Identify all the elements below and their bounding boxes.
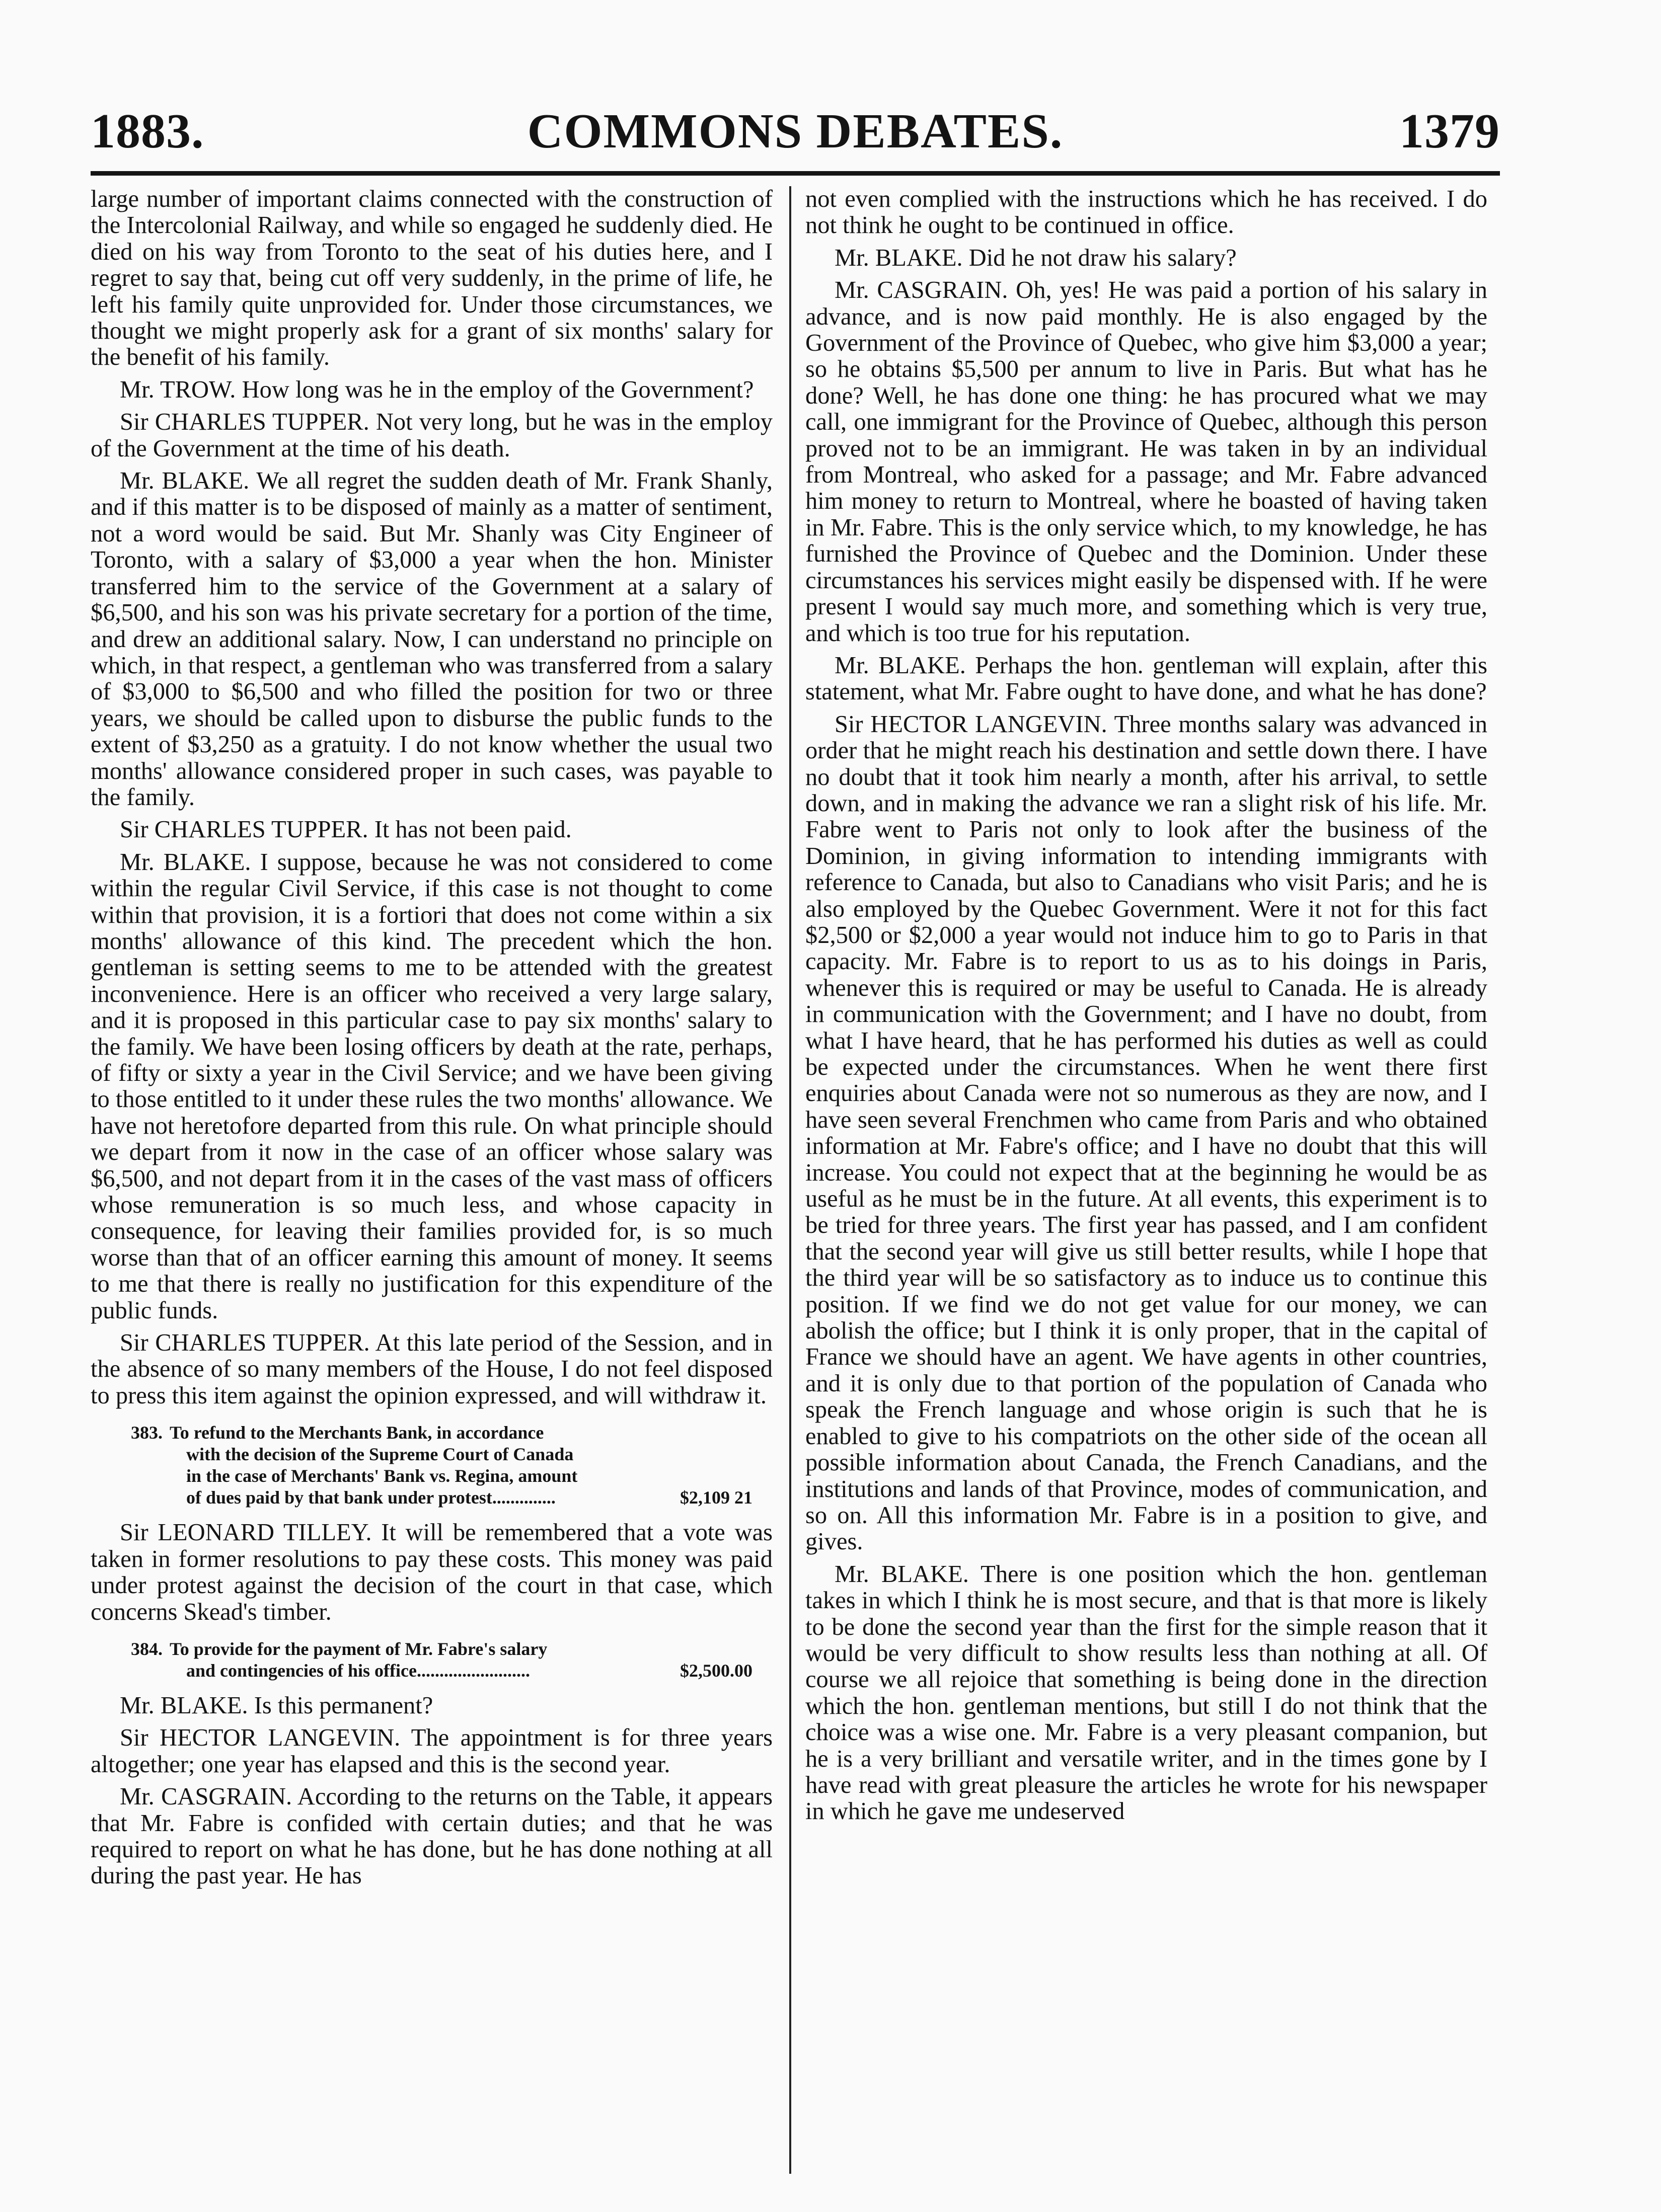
speech-text: It has not been paid. (368, 816, 572, 843)
speech-text: Is this permanent? (248, 1692, 433, 1719)
speech-paragraph (805, 1561, 1487, 1825)
speech-paragraph (91, 377, 773, 403)
speaker-name: Mr. BLAKE. (835, 1560, 969, 1588)
speaker-name: Sir CHARLES TUPPER. (120, 816, 368, 843)
speaker-name: Sir CHARLES TUPPER. (120, 1329, 370, 1357)
speaker-name: Mr. CASGRAIN. (835, 277, 1008, 304)
item-line-last (131, 1487, 752, 1509)
item-line: with the decision of the Supreme Court of Canada (186, 1444, 574, 1465)
speech-text: At this late period of the Session, and in the absence of so many members of the House, I do not feel disposed to press this item against the opinion expressed, and will withdraw it. (91, 1329, 773, 1409)
speech-paragraph (91, 817, 773, 843)
speech-paragraph (91, 468, 773, 811)
speech-text: Oh, yes! He was paid a portion of his salary in advance, and is now paid monthly. He is also engaged by the Government of the Province of Quebec, who give him $3,000 a year; so he obtains $5,500 per annum to live in Paris. But what has he done? Well, he has done one thing: he has procured what we may call, one immigrant for the Province of Quebec, although this person proved not to be an immigrant. He was taken in by an individual from Montreal, who asked for a passage; and Mr. Fabre advanced him money to return to Montreal, where he boasted of having taken in Mr. Fabre. This is the only service which, to my knowledge, he has furnished the Province of Quebec and the Dominion. Under these circumstances his services might easily be dispensed with. If he were present I would say much more, and something which is very true, and which is too true for his reputation. (805, 277, 1487, 647)
supply-item (131, 1422, 752, 1509)
speech-paragraph (805, 653, 1487, 705)
speech-paragraph (91, 1725, 773, 1778)
speaker-name: Mr. BLAKE. (120, 1692, 248, 1719)
left-column (91, 186, 773, 2184)
speech-text: Three months salary was advanced in order that he might reach his destination and settle down there. I have no doubt that it took him nearly a month, after his arrival, to settle down, and in making the advance we ran a slight risk of his life. Mr. Fabre went to Paris not only to look after the business of the Dominion, in giving information to intending immigrants with reference to Canada, but also to Canadians who visit Paris; and he is also employed by the Quebec Government. Were it not for this fact $2,500 or $2,000 a year would not induce him to go to Paris in that capacity. Mr. Fabre is to report to us as to his doings in Paris, whenever this is required or may be useful to Canada. He is already in communication with the Government; and I have no doubt, from what I have heard, that he has performed his duties as well as could be expected under the circumstances. When he went there first enquiries about Canada were not so numerous as they are now, and I have seen several Frenchmen who came from Paris and who obtained information at Mr. Fabre's office; and I have no doubt that this will increase. You could not expect that at the beginning he would be as useful as he must be in the future. At all events, this experiment is to be tried for three years. The first year has passed, and I am confident that the second year will give us still better results, while I hope that the third year will be so satisfactory as to induce us to continue this position. If we find we do not get value for our money, we can abolish the office; but I think it is only proper, that in the capital of France we should have an agent. We have agents in other countries, and it is only due to that portion of the population of Canada who speak the French language and whose origin is such that he is enabled to give to his compatriots on the other side of the ocean all possible information about Canada, the French Canadians, and the institutions and lands of that Province, modes of communication, and so on. All this information Mr. Fabre is in a position to give, and gives. (805, 710, 1487, 1555)
speech-text: It will be remembered that a vote was taken in former resolutions to pay these costs. This money was paid under protest against the decision of the court in that case, which concerns Skead's timber. (91, 1519, 773, 1625)
speaker-name: Sir LEONARD TILLEY. (120, 1519, 372, 1546)
speech-paragraph (91, 1784, 773, 1889)
item-text: To provide for the payment of Mr. Fabre's salary (170, 1638, 548, 1659)
item-text: and contingencies of his office......................... (186, 1660, 530, 1681)
header-rule (91, 171, 1500, 176)
speaker-name: Mr. TROW. (120, 376, 236, 403)
speech-text: Did he not draw his salary? (962, 244, 1237, 271)
header-page-number: 1379 (1399, 104, 1500, 159)
item-line: in the case of Merchants' Bank vs. Regina, amount (186, 1466, 578, 1486)
speech-paragraph (91, 1520, 773, 1625)
speaker-name: Mr. BLAKE. (120, 848, 251, 876)
speech-text: There is one position which the hon. gentleman takes in which I think he is most secure, and that is that more is likely to be done the second year than the first for the simple reason that it would be very difficult to show results less than nothing at all. Of course we all rejoice that something is being done in the direction which the hon. gentleman mentions, but still I do not think that the choice was a wise one. Mr. Fabre is a very pleasant companion, but he is a very brilliant and versatile writer, and in the times gone by I have read with great pleasure the articles he wrote for his newspaper in which he gave me undeserved (805, 1560, 1487, 1825)
item-amount: $2,109 21 (680, 1487, 752, 1508)
item-line (131, 1423, 544, 1443)
item-line-last (131, 1660, 752, 1682)
right-column (805, 186, 1487, 2184)
speech-text: The appointment is for three years altogether; one year has elapsed and this is the second year. (91, 1724, 773, 1778)
item-line (131, 1639, 547, 1659)
speech-paragraph (805, 277, 1487, 647)
item-amount: $2,500.00 (680, 1660, 752, 1681)
speaker-name: Mr. BLAKE. (835, 244, 963, 271)
speech-text: I suppose, because he was not considered to come within the regular Civil Service, if this case is not thought to come within that provision, it is a fortiori that does not come within a six months' allowance of this kind. The precedent which the hon. gentleman is setting seems to me to be attended with the greatest inconvenience. Here is an officer who received a very large salary, and it is proposed in this particular case to pay six months' salary to the family. We have been losing officers by death at the rate, perhaps, of fifty or sixty a year in the Civil Service; and we have been giving to those entitled to it under these rules the two months' allowance. We have not heretofore departed from this rule. On what principle should we depart from it now in the case of an officer whose salary was $6,500, and not depart from it in the cases of the vast mass of officers whose remuneration is so much less, and whose capacity in consequence, for leaving their families provided for, is so much worse than that of an officer earning this amount of money. It seems to me that there is really no justification for this expenditure of the public funds. (91, 848, 773, 1324)
speech-text: We all regret the sudden death of Mr. Frank Shanly, and if this matter is to be disposed of mainly as a matter of sentiment, not a word would be said. But Mr. Shanly was City Engineer of Toronto, with a salary of $3,000 a year when the hon. Minister transferred him to the service of the Government at a salary of $6,500, and his son was his private secretary for a portion of the time, and drew an additional salary. Now, I can understand no principle on which, in that respect, a gentleman who was transferred from a salary of $3,000 to $6,500 and who filled the position for two or three years, we should be called upon to disburse the public funds to the extent of $3,250 as a gratuity. I do not know whether the usual two months' allowance considered proper in such cases, was payable to the family. (91, 467, 773, 811)
item-text: To refund to the Merchants Bank, in accordance (170, 1423, 544, 1443)
header-title: COMMONS DEBATES. (527, 104, 1064, 159)
paragraph-continued: not even complied with the instructions which he has received. I do not think he ought to be continued in office. (805, 186, 1487, 239)
speech-text: How long was he in the employ of the Government? (236, 376, 754, 403)
speaker-name: Sir HECTOR LANGEVIN. (120, 1724, 401, 1752)
speech-paragraph (91, 1693, 773, 1719)
speaker-name: Mr. CASGRAIN. (120, 1783, 292, 1810)
item-text: of dues paid by that bank under protest.............. (186, 1487, 556, 1508)
speaker-name: Mr. BLAKE. (835, 652, 966, 679)
column-divider (789, 186, 791, 2174)
speech-paragraph (805, 712, 1487, 1555)
speech-text: Not very long, but he was in the employ of the Government at the time of his death. (91, 409, 773, 462)
item-number: 383. (131, 1423, 163, 1443)
item-number: 384. (131, 1638, 163, 1659)
paragraph-continued: large number of important claims connected with the construction of the Intercolonial Railway, and while so engaged he suddenly died. He died on his way from Toronto to the seat of his duties here, and I regret to say that, being cut off very suddenly, in the prime of life, he left his family quite unprovided for. Under those circumstances, we thought we might properly ask for a grant of six months' salary for the benefit of his family. (91, 186, 773, 371)
speech-paragraph (91, 1330, 773, 1409)
speaker-name: Sir CHARLES TUPPER. (120, 409, 369, 436)
page-header (91, 103, 1500, 164)
speech-text: Perhaps the hon. gentleman will explain, after this statement, what Mr. Fabre ought to have done, and what he has done? (805, 652, 1487, 705)
speech-paragraph (91, 409, 773, 462)
header-year: 1883. (91, 104, 204, 159)
speech-paragraph (91, 849, 773, 1324)
speech-text: According to the returns on the Table, it appears that Mr. Fabre is confided with certain duties; and that he was required to report on what he has done, but he has done nothing at all during the past year. He has (91, 1783, 773, 1889)
speaker-name: Mr. BLAKE. (120, 467, 250, 495)
supply-item (131, 1638, 752, 1682)
speech-paragraph (805, 245, 1487, 271)
speaker-name: Sir HECTOR LANGEVIN. (835, 710, 1107, 738)
